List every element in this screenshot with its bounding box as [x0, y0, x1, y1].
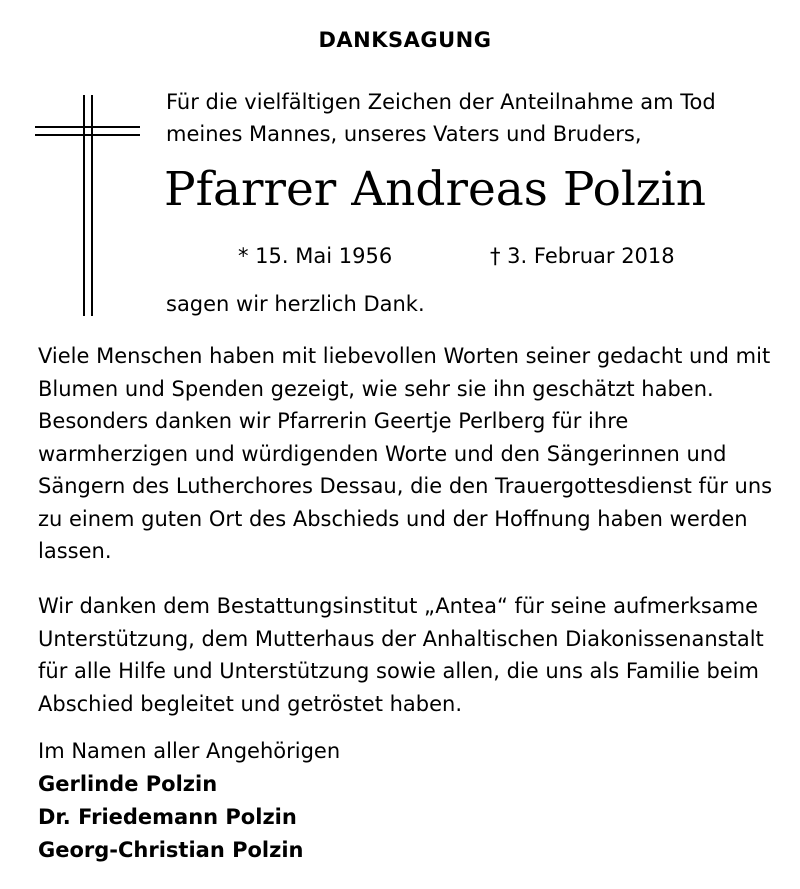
deceased-name: Pfarrer Andreas Polzin	[164, 162, 706, 217]
cross-icon	[35, 95, 140, 316]
body-paragraph: Wir danken dem Bestattungsinstitut „Antea“ für seine aufmerksame Unterstützung, dem Mutterhaus der Anhaltischen Diakonissenanstalt für alle Hilfe und Unterstützung sowie allen, die uns als Familie beim Abschied begleitet und getröstet haben.	[38, 594, 764, 716]
thanks-line: sagen wir herzlich Dank.	[166, 292, 425, 316]
death-date: † 3. Februar 2018	[490, 244, 675, 268]
notice-heading: DANKSAGUNG	[318, 28, 492, 52]
signer-name: Georg-Christian Polzin	[38, 838, 304, 862]
body-paragraph: Viele Menschen haben mit liebevollen Worten seiner gedacht und mit Blumen und Spenden gezeigt, wie sehr sie ihn geschätzt haben. Besonders danken wir Pfarrerin Geertje Perlberg für ihre warmherzigen und würdigenden Worte und den Sängerinnen und Sängern des Lutherchores Dessau, die den Trauergottesdienst für uns zu einem guten Ort des Abschieds und der Hoffnung haben werden lassen.	[38, 344, 773, 563]
signer-name: Dr. Friedemann Polzin	[38, 805, 297, 829]
intro-text: Für die vielfältigen Zeichen der Anteilnahme am Tod meines Mannes, unseres Vaters und Bruders,	[166, 90, 716, 146]
closing-line: Im Namen aller Angehörigen	[38, 739, 341, 763]
birth-date: * 15. Mai 1956	[238, 244, 393, 268]
signer-name: Gerlinde Polzin	[38, 772, 218, 796]
